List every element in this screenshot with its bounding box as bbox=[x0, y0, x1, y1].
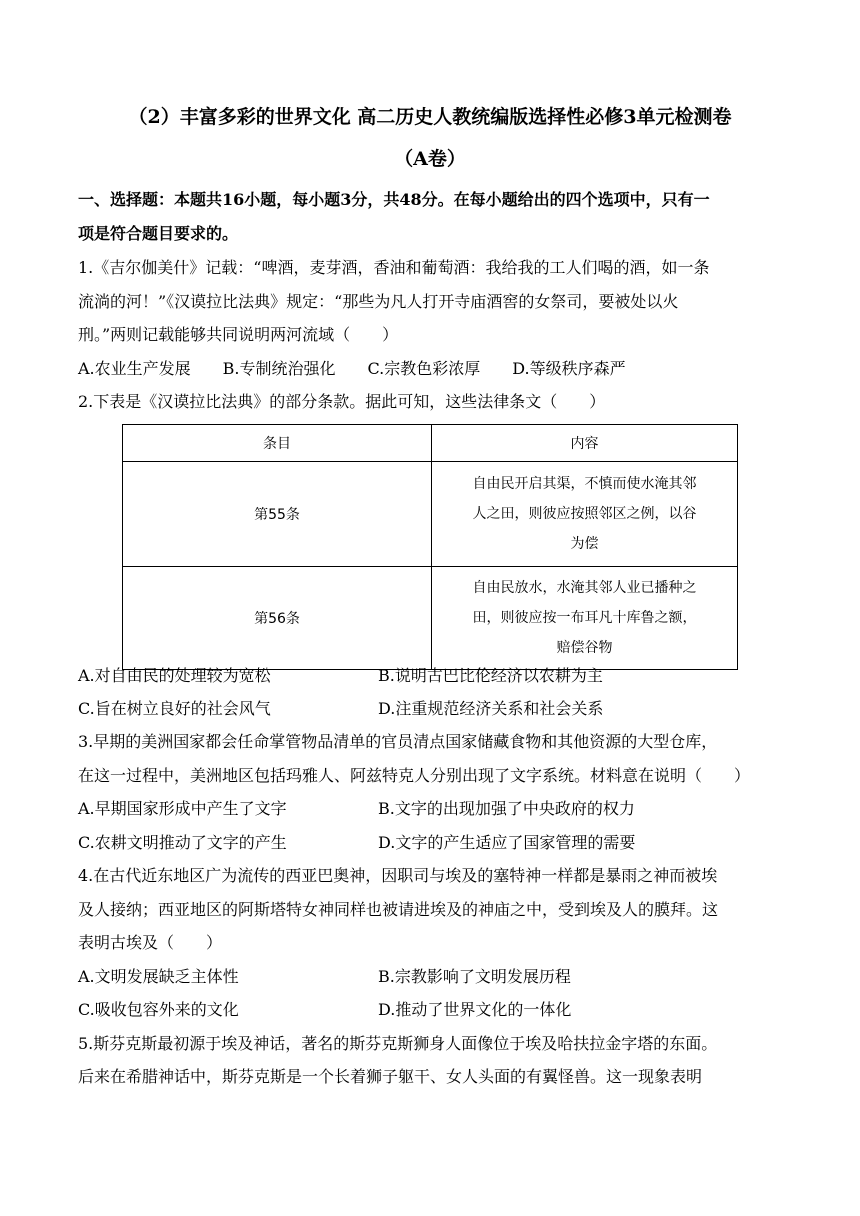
table-row bbox=[123, 567, 738, 670]
law-content-55 bbox=[432, 462, 738, 567]
table-row bbox=[123, 462, 738, 567]
section-instruction-line1: 一、选择题：本题共16小题，每小题3分，共48分。在每小题给出的四个选项中，只有一 bbox=[78, 190, 710, 209]
law-content-55-line1: 自由民开启其渠，不慎而使水淹其邻 bbox=[472, 476, 697, 492]
q4-option-b: B.宗教影响了文明发展历程 bbox=[378, 967, 571, 986]
q4-stem-line3: 表明古埃及（ ） bbox=[78, 933, 223, 952]
q4-stem-line2: 及人接纳；西亚地区的阿斯塔特女神同样也被请进埃及的神庙之中，受到埃及人的膜拜。这 bbox=[78, 900, 719, 919]
q4-option-d: D.推动了世界文化的一体化 bbox=[378, 1000, 572, 1019]
q1-options: A.农业生产发展 B.专制统治强化 C.宗教色彩浓厚 D.等级秩序森严 bbox=[78, 359, 626, 378]
q1-stem-line1: 1.《吉尔伽美什》记载：“啤酒，麦芽酒，香油和葡萄酒：我给我的工人们喝的酒，如一条 bbox=[78, 258, 710, 277]
exam-title-line2: （A卷） bbox=[394, 148, 466, 170]
q2-option-b: B.说明古巴比伦经济以农耕为主 bbox=[378, 666, 603, 685]
law-item-55: 第55条 bbox=[123, 462, 432, 567]
q2-option-c: C.旨在树立良好的社会风气 bbox=[78, 699, 271, 718]
q4-option-a: A.文明发展缺乏主体性 bbox=[78, 967, 239, 986]
exam-title-line1: （2）丰富多彩的世界文化 高二历史人教统编版选择性必修3单元检测卷 bbox=[128, 106, 732, 128]
law-content-56-line1: 自由民放水，水淹其邻人业已播种之 bbox=[472, 580, 697, 596]
q1-stem-line2: 流淌的河！”《汉谟拉比法典》规定：“那些为凡人打开寺庙酒窖的女祭司，要被处以火 bbox=[78, 292, 679, 311]
law-table-header-item: 条目 bbox=[123, 425, 432, 462]
law-content-55-line3: 为偿 bbox=[570, 536, 599, 552]
q2-option-a: A.对自由民的处理较为宽松 bbox=[78, 666, 271, 685]
law-item-56: 第56条 bbox=[123, 567, 432, 670]
q2-stem: 2.下表是《汉谟拉比法典》的部分条款。据此可知，这些法律条文（ ） bbox=[78, 392, 606, 411]
law-content-56-line3: 赔偿谷物 bbox=[556, 640, 613, 656]
q4-stem-line1: 4.在古代近东地区广为流传的西亚巴奥神，因职司与埃及的塞特神一样都是暴雨之神而被埃 bbox=[78, 866, 718, 885]
q5-stem-line1: 5.斯芬克斯最初源于埃及神话，著名的斯芬克斯狮身人面像位于埃及哈扶拉金字塔的东面。 bbox=[78, 1034, 718, 1053]
q3-option-a: A.早期国家形成中产生了文字 bbox=[78, 799, 287, 818]
q5-stem-line2: 后来在希腊神话中，斯芬克斯是一个长着狮子躯干、女人头面的有翼怪兽。这一现象表明 bbox=[78, 1067, 703, 1086]
law-content-55-line2: 人之田，则彼应按照邻区之例，以谷 bbox=[472, 506, 697, 522]
law-content-56 bbox=[432, 567, 738, 670]
q2-option-d: D.注重规范经济关系和社会关系 bbox=[378, 699, 604, 718]
q1-stem-line3: 刑。”两则记载能够共同说明两河流域（ ） bbox=[78, 325, 399, 344]
q3-option-c: C.农耕文明推动了文字的产生 bbox=[78, 833, 287, 852]
law-table-header bbox=[123, 425, 738, 462]
law-content-56-line2: 田，则彼应按一布耳凡十库鲁之额， bbox=[472, 610, 697, 626]
q3-stem-line1: 3.早期的美洲国家都会任命掌管物品清单的官员清点国家储藏食物和其他资源的大型仓库， bbox=[78, 732, 718, 751]
section-instruction-line2: 项是符合题目要求的。 bbox=[78, 224, 239, 243]
q4-option-c: C.吸收包容外来的文化 bbox=[78, 1000, 239, 1019]
q3-option-b: B.文字的出现加强了中央政府的权力 bbox=[378, 799, 635, 818]
law-table-header-content: 内容 bbox=[432, 425, 738, 462]
law-table bbox=[122, 424, 738, 670]
q3-stem-line2: 在这一过程中，美洲地区包括玛雅人、阿兹特克人分别出现了文字系统。材料意在说明（ ） bbox=[78, 766, 751, 785]
q3-option-d: D.文字的产生适应了国家管理的需要 bbox=[378, 833, 636, 852]
